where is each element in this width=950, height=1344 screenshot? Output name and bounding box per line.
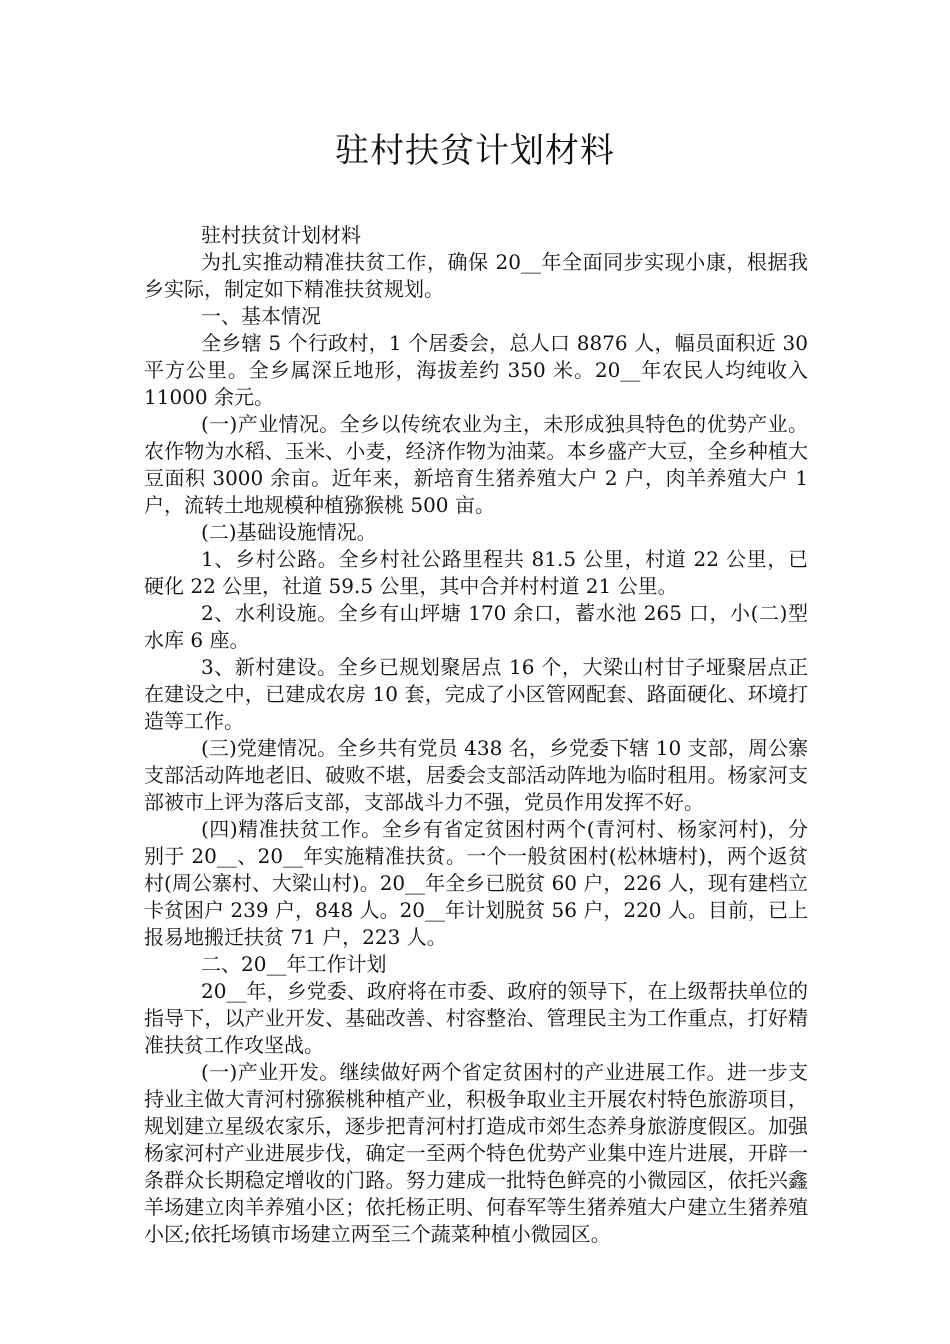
paragraph-subtitle: 驻村扶贫计划材料 — [201, 223, 361, 247]
document-title: 驻村扶贫计划材料 — [335, 131, 615, 171]
paragraph-new-village: 3、新村建设。全乡已规划聚居点 16 个，大梁山村甘子垭聚居点正在建设之中，已建成农房 10 套，完成了小区管网配套、路面硬化、环境打造等工作。 — [144, 655, 808, 733]
document-body — [144, 222, 808, 1248]
paragraph-industry-development: (一)产业开发。继续做好两个省定贫困村的产业进展工作。进一步支持业主做大青河村猕猴桃种植产业，积极争取业主开展农村特色旅游项目，规划建立星级农家乐，逐步把青河村打造成市郊生态养身旅游度假区。加强杨家河村产业进展步伐，确定一至两个特色优势产业集中连片进展，开辟一条群众长期稳定增收的门路。努力建成一批特色鲜亮的小微园区，依托兴鑫羊场建立肉羊养殖小区；依托杨正明、何春军等生猪养殖大户建立生猪养殖小区;依托场镇市场建立两至三个蔬菜种植小微园区。 — [144, 1060, 808, 1246]
paragraph-water: 2、水利设施。全乡有山坪塘 170 余口，蓄水池 265 口，小(二)型水库 6 座。 — [144, 601, 808, 652]
section-heading-work-plan: 二、20__年工作计划 — [201, 952, 387, 976]
paragraph-plan-intro: 20__年，乡党委、政府将在市委、政府的领导下，在上级帮扶单位的指导下，以产业开发、基础改善、村容整治、管理民主为工作重点，打好精准扶贫工作攻坚战。 — [144, 979, 808, 1057]
paragraph-infrastructure-heading: (二)基础设施情况。 — [201, 520, 377, 544]
paragraph-roads: 1、乡村公路。全乡村社公路里程共 81.5 公里，村道 22 公里，已硬化 22 公里，社道 59.5 公里，其中合并村村道 21 公里。 — [144, 547, 808, 598]
section-heading-basic-situation: 一、基本情况 — [201, 304, 321, 328]
paragraph-industry: (一)产业情况。全乡以传统农业为主，未形成独具特色的优势产业。农作物为水稻、玉米、小麦，经济作物为油菜。本乡盛产大豆，全乡种植大豆面积 3000 余亩。近年来，新培育生猪养殖大户 2 户，肉羊养殖大户 1 户，流转土地规模种植猕猴桃 500 亩。 — [144, 412, 808, 517]
paragraph-poverty-work: (四)精准扶贫工作。全乡有省定贫困村两个(青河村、杨家河村)，分别于 20__、20__年实施精准扶贫。一个一般贫困村(松林塘村)，两个返贫村(周公寨村、大梁山村)。20__年全乡已脱贫 60 户，226 人，现有建档立卡贫困户 239 户，848 人。20__年计划脱贫 56 户，220 人。目前，已上报易地搬迁扶贫 71 户，223 人。 — [144, 817, 808, 949]
paragraph-intro: 为扎实推动精准扶贫工作，确保 20__年全面同步实现小康，根据我乡实际，制定如下精准扶贫规划。 — [144, 250, 808, 301]
paragraph-party-building: (三)党建情况。全乡共有党员 438 名，乡党委下辖 10 支部，周公寨支部活动阵地老旧、破败不堪，居委会支部活动阵地为临时租用。杨家河支部被市上评为落后支部，支部战斗力不强，党员作用发挥不好。 — [144, 736, 808, 814]
paragraph-overview: 全乡辖 5 个行政村，1 个居委会，总人口 8876 人，幅员面积近 30 平方公里。全乡属深丘地形，海拔差约 350 米。20__年农民人均纯收入 11000 余元。 — [144, 331, 808, 409]
